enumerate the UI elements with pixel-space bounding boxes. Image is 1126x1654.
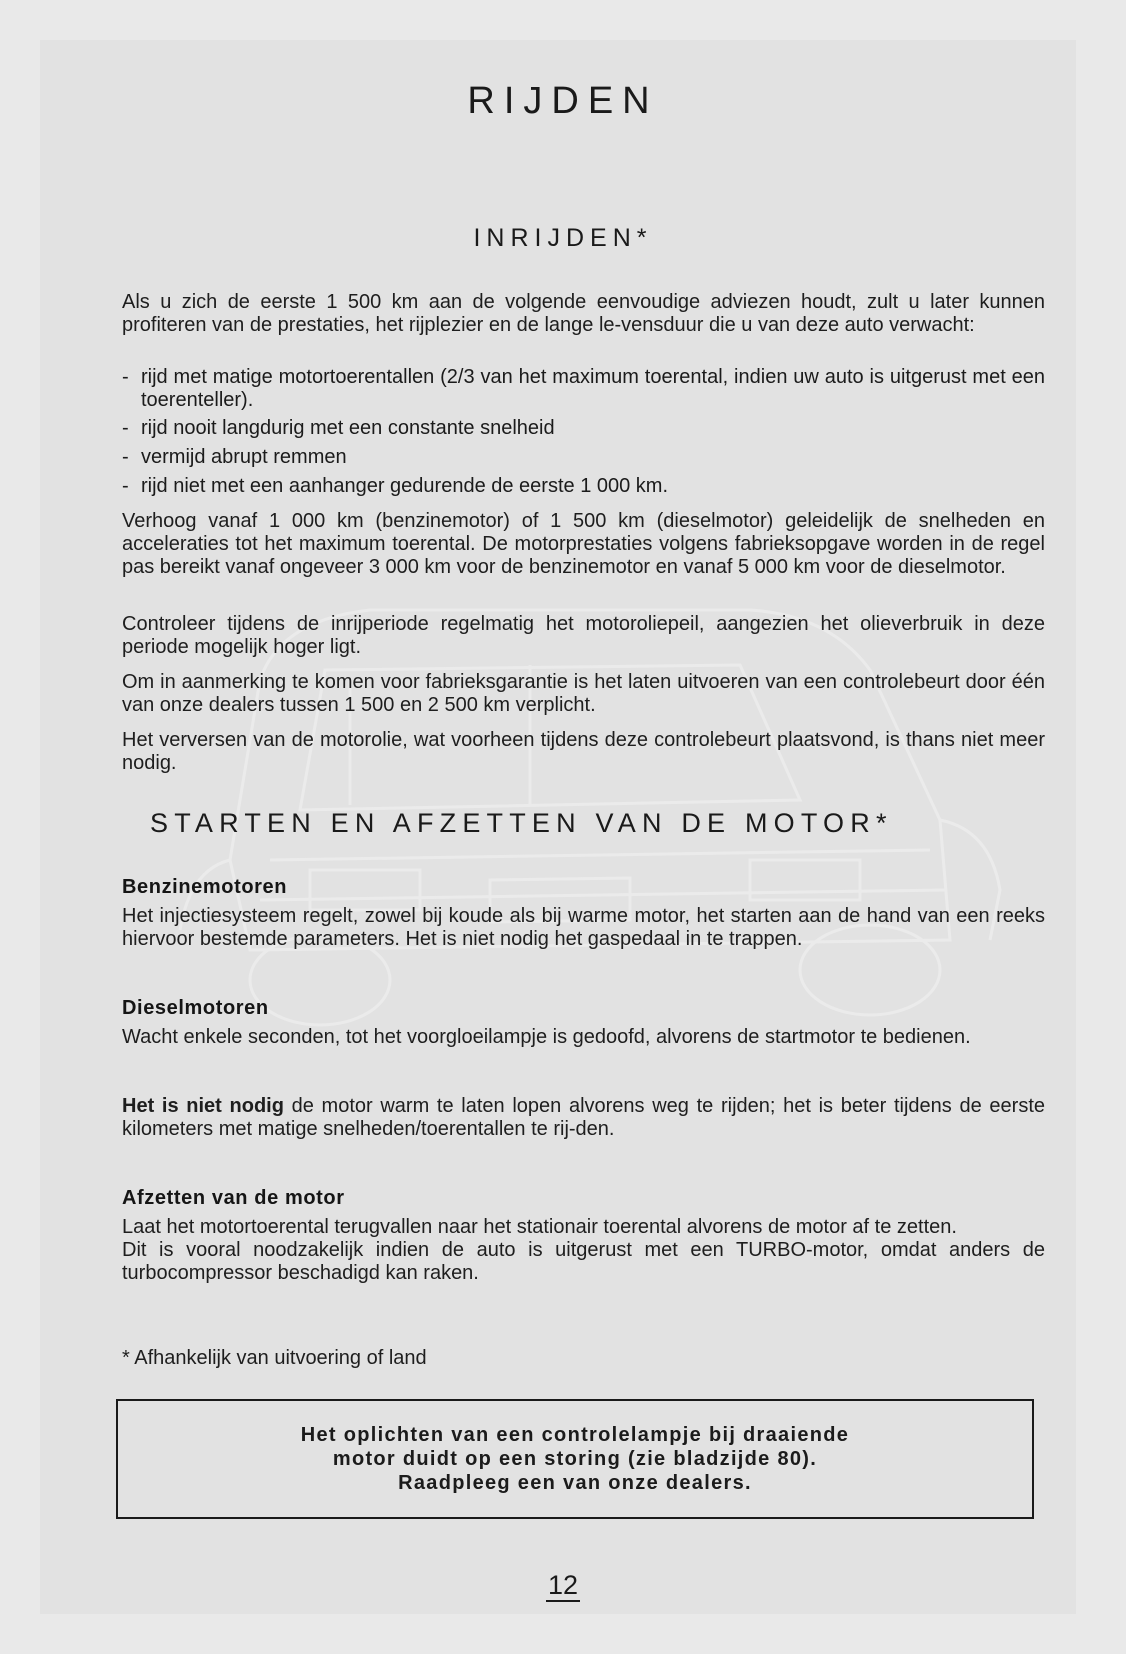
paragraph-dieselmotoren: Wacht enkele seconden, tot het voorgloeilampje is gedoofd, alvorens de startmotor te bedienen. — [122, 1026, 971, 1048]
list-item — [122, 417, 1045, 440]
warning-box — [116, 1399, 1034, 1519]
list-item — [122, 446, 1045, 469]
paragraph-warm-up — [122, 1095, 1045, 1141]
paragraph-warranty: Om in aanmerking te komen voor fabrieksgarantie is het laten uitvoeren van een controlebeurt door één van onze dealers tussen 1 500 en 2 500 km verplicht. — [122, 671, 1045, 716]
subheading-dieselmotoren: Dieselmotoren — [122, 997, 269, 1019]
paragraph-afzetten-line2: Dit is vooral noodzakelijk indien de auto is uitgerust met een TURBO-motor, omdat anders de turbocompressor beschadigd kan raken. — [122, 1239, 1045, 1284]
emphasis-text: Het is niet nodig — [122, 1095, 284, 1117]
section-heading-inrijden: INRIJDEN* — [473, 224, 653, 252]
paragraph-oil-change: Het verversen van de motorolie, wat voorheen tijdens deze controlebeurt plaatsvond, is thans niet meer nodig. — [122, 729, 1045, 774]
list-item-text: rijd niet met een aanhanger gedurende de eerste 1 000 km. — [141, 475, 669, 497]
subheading-afzetten: Afzetten van de motor — [122, 1187, 345, 1209]
list-item-text: rijd met matige motortoerentallen (2/3 van het maximum toerental, indien uw auto is uitgerust met een toerenteller). — [141, 366, 1045, 411]
paragraph-afzetten-line1: Laat het motortoerental terugvallen naar het stationair toerental alvorens de motor af te zetten. — [122, 1216, 957, 1238]
warning-line: Raadpleeg een van onze dealers. — [398, 1472, 752, 1494]
list-item — [122, 366, 1045, 412]
page-number-text: 12 — [547, 1570, 579, 1600]
subheading-benzinemotoren: Benzinemotoren — [122, 876, 288, 898]
list-item — [122, 475, 1045, 498]
paragraph-benzinemotoren: Het injectiesysteem regelt, zowel bij koude als bij warme motor, het starten aan de hand van een reeks hiervoor bestemde parameters. Het is niet nodig het gaspedaal in te trappen. — [122, 905, 1045, 950]
warning-line: Het oplichten van een controlelampje bij draaiende — [300, 1424, 850, 1446]
intro-paragraph: Als u zich de eerste 1 500 km aan de volgende eenvoudige adviezen houdt, zult u later kunnen profiteren van de prestaties, het rijplezier en de lange le-vensduur die u van deze auto verwacht: — [122, 291, 1045, 336]
list-item-text: vermijd abrupt remmen — [141, 446, 347, 468]
bullet-dash: - — [122, 366, 129, 388]
bullet-dash: - — [122, 475, 129, 497]
section-heading-starten: STARTEN EN AFZETTEN VAN DE MOTOR* — [150, 808, 893, 838]
page-title: RIJDEN — [467, 80, 659, 122]
paragraph-afzetten — [122, 1216, 1045, 1285]
paragraph-warm-up-text: de motor warm te laten lopen alvorens weg te rijden; het is beter tijdens de eerste kilometers met matige snelheden/toerentallen te rij-den. — [122, 1095, 1045, 1140]
bullet-dash: - — [122, 446, 129, 468]
list-item-text: rijd nooit langdurig met een constante snelheid — [141, 417, 555, 439]
footnote: * Afhankelijk van uitvoering of land — [122, 1347, 427, 1369]
paragraph-acceleration: Verhoog vanaf 1 000 km (benzinemotor) of 1 500 km (dieselmotor) geleidelijk de snelheden en acceleraties tot het maximum toerental. De motorprestaties volgens fabrieksopgave worden in de regel pas bereikt vanaf ongeveer 3 000 km voor de benzinemotor en vanaf 5 000 km voor de dieselmotor. — [122, 510, 1045, 578]
page-number — [0, 1570, 1126, 1601]
paragraph-oil-level: Controleer tijdens de inrijperiode regelmatig het motoroliepeil, aangezien het olieverbruik in deze periode mogelijk hoger ligt. — [122, 613, 1045, 658]
bullet-dash: - — [122, 417, 129, 439]
warning-line: motor duidt op een storing (zie bladzijde 80). — [332, 1448, 818, 1470]
